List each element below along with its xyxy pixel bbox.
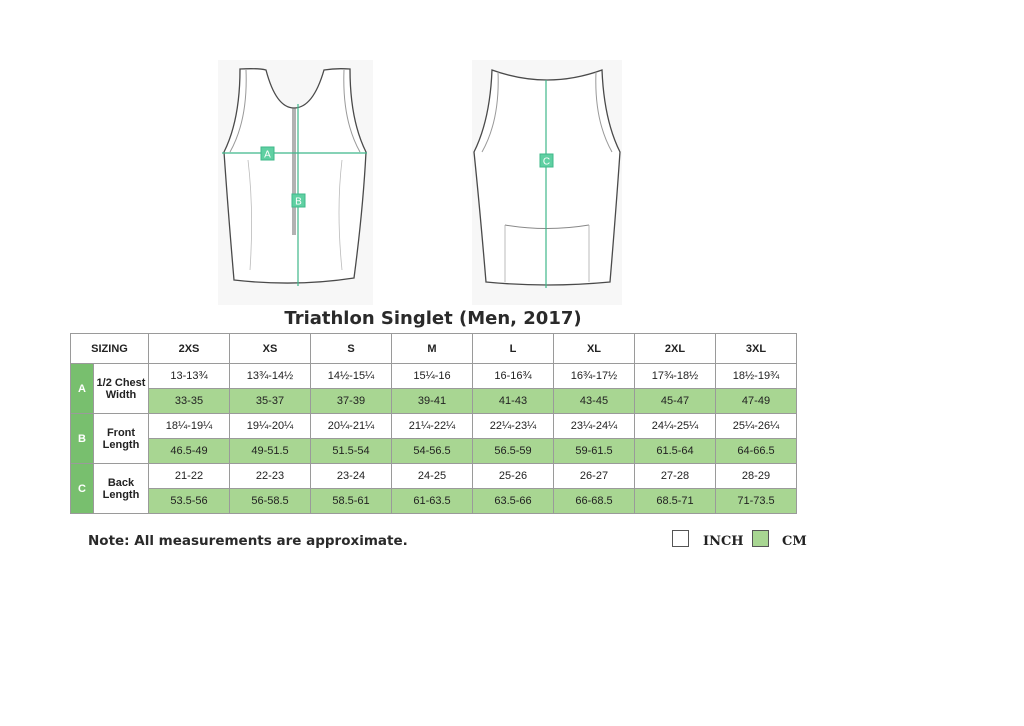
size-header: L: [473, 334, 554, 364]
cm-cell: 56-58.5: [230, 489, 311, 514]
cm-cell: 68.5-71: [635, 489, 716, 514]
cm-cell: 45-47: [635, 389, 716, 414]
cm-cell: 53.5-56: [149, 489, 230, 514]
row-letter: C: [71, 464, 94, 514]
inch-cell: 13¾-14½: [230, 364, 311, 389]
cm-cell: 41-43: [473, 389, 554, 414]
inch-cell: 19¼-20¼: [230, 414, 311, 439]
inch-cell: 26-27: [554, 464, 635, 489]
inch-cell: 25¼-26¼: [716, 414, 797, 439]
table-row: [71, 389, 797, 414]
inch-cell: 22-23: [230, 464, 311, 489]
singlet-back-diagram: [472, 60, 622, 305]
inch-cell: 23-24: [311, 464, 392, 489]
size-header: XL: [554, 334, 635, 364]
cm-cell: 39-41: [392, 389, 473, 414]
cm-cell: 71-73.5: [716, 489, 797, 514]
inch-cell: 18½-19¾: [716, 364, 797, 389]
inch-cell: 16-16¾: [473, 364, 554, 389]
cm-cell: 56.5-59: [473, 439, 554, 464]
inch-cell: 24¼-25¼: [635, 414, 716, 439]
measurement-name: Back Length: [94, 464, 149, 514]
size-header: S: [311, 334, 392, 364]
cm-cell: 66-68.5: [554, 489, 635, 514]
size-header: 2XS: [149, 334, 230, 364]
cm-cell: 51.5-54: [311, 439, 392, 464]
inch-cell: 15¼-16: [392, 364, 473, 389]
inch-cell: 18¼-19¼: [149, 414, 230, 439]
marker-a: A: [264, 149, 271, 161]
cm-cell: 61.5-64: [635, 439, 716, 464]
size-header: XS: [230, 334, 311, 364]
inch-cell: 21¼-22¼: [392, 414, 473, 439]
cm-cell: 49-51.5: [230, 439, 311, 464]
inch-cell: 16¾-17½: [554, 364, 635, 389]
inch-legend-label: INCH: [703, 534, 744, 549]
cm-cell: 37-39: [311, 389, 392, 414]
size-header: 2XL: [635, 334, 716, 364]
size-header: M: [392, 334, 473, 364]
measurement-name: Front Length: [94, 414, 149, 464]
inch-cell: 22¼-23¼: [473, 414, 554, 439]
cm-cell: 61-63.5: [392, 489, 473, 514]
table-row: [71, 364, 797, 389]
table-row: [71, 464, 797, 489]
cm-cell: 58.5-61: [311, 489, 392, 514]
approximate-note: Note: All measurements are approximate.: [88, 533, 408, 549]
marker-b: B: [295, 196, 302, 208]
cm-cell: 59-61.5: [554, 439, 635, 464]
row-letter: B: [71, 414, 94, 464]
table-header-row: [71, 334, 797, 364]
sizing-header: SIZING: [71, 334, 149, 364]
cm-cell: 43-45: [554, 389, 635, 414]
inch-swatch: [672, 530, 689, 547]
cm-cell: 35-37: [230, 389, 311, 414]
table-row: [71, 439, 797, 464]
inch-cell: 27-28: [635, 464, 716, 489]
chart-title: Triathlon Singlet (Men, 2017): [284, 308, 582, 329]
inch-cell: 24-25: [392, 464, 473, 489]
legend-cm: [752, 530, 807, 547]
inch-cell: 17¾-18½: [635, 364, 716, 389]
row-letter: A: [71, 364, 94, 414]
cm-cell: 63.5-66: [473, 489, 554, 514]
sizing-table: [70, 333, 797, 514]
cm-legend-label: CM: [782, 534, 807, 549]
cm-cell: 46.5-49: [149, 439, 230, 464]
measurement-name: 1/2 Chest Width: [94, 364, 149, 414]
inch-cell: 13-13¾: [149, 364, 230, 389]
inch-cell: 28-29: [716, 464, 797, 489]
cm-swatch: [752, 530, 769, 547]
size-header: 3XL: [716, 334, 797, 364]
marker-c: C: [542, 156, 551, 168]
cm-cell: 54-56.5: [392, 439, 473, 464]
inch-cell: 20¼-21¼: [311, 414, 392, 439]
cm-cell: 64-66.5: [716, 439, 797, 464]
legend-inch: [672, 530, 744, 547]
singlet-front-diagram: [218, 60, 373, 305]
table-row: [71, 489, 797, 514]
table-row: [71, 414, 797, 439]
inch-cell: 21-22: [149, 464, 230, 489]
inch-cell: 14½-15¼: [311, 364, 392, 389]
cm-cell: 47-49: [716, 389, 797, 414]
inch-cell: 25-26: [473, 464, 554, 489]
cm-cell: 33-35: [149, 389, 230, 414]
inch-cell: 23¼-24¼: [554, 414, 635, 439]
